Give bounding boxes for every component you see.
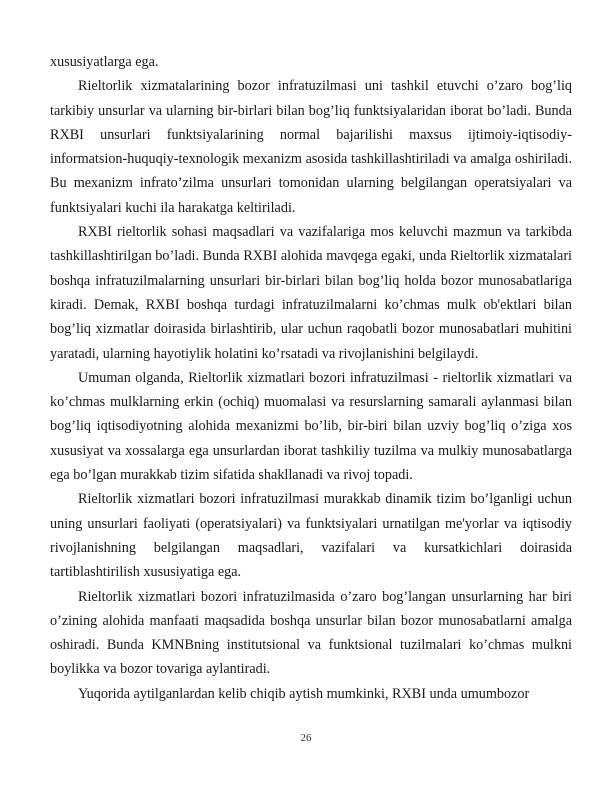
document-body bbox=[50, 50, 572, 706]
paragraph: Rieltorlik xizmatlari bozori infratuzilmasida o’zaro bog’langan unsurlarning har biri o’zining alohida manfaati maqsadida boshqa unsurlar bilan bozor munosabatlarni amalga oshiradi. Bunda KMNBning institutsional va funktsional tuzilmalari ko’chmas mulkni boylikka va bozor tovariga aylantiradi. bbox=[50, 588, 572, 678]
paragraph-continuation: xususiyatlarga ega. bbox=[50, 54, 159, 70]
paragraph: Rieltorlik xizmatlari bozori infratuzilmasi murakkab dinamik tizim bo’lganligi uchun uning unsurlari faoliyati (operatsiyalari) va funktsiyalari urnatilgan me'yorlar va iqtisodiy rivojlanishning belgilangan maqsadlari, vazifalari va kursatkichlari doirasida tartiblashtirilish xususiyatiga ega. bbox=[50, 491, 572, 581]
page-number: 26 bbox=[300, 732, 312, 744]
paragraph: Rieltorlik xizmatalarining bozor infratuzilmasi uni tashkil etuvchi o’zaro bog’liq tarkibiy unsurlar va ularning bir-birlari bilan bog’liq funktsiyalaridan iborat bo’ladi. Bunda RXBI unsurlari funktsiyalarining normal bajarilishi maxsus ijtimoiy-iqtisodiy-informatsion-huquqiy-texnologik mexanizm asosida tashkillashtiriladi va amalga oshiriladi. Bu mexanizm infrato’zilma unsurlari tomonidan ularning belgilangan operatsiyalari va funktsiyalari kuchi ila harakatga keltiriladi. bbox=[50, 78, 572, 216]
paragraph: Umuman olganda, Rieltorlik xizmatlari bozori infratuzilmasi - rieltorlik xizmatlari va ko’chmas mulklarning erkin (ochiq) muomalasi va resurslarning samarali aylanmasi bilan bog’liq iqtisodiyotning alohida mexanizmi bo’lib, bir-biri bilan uzviy bog’liq o’ziga xos xususiyat va xossalarga ega unsurlardan iborat tashkiliy tuzilma va mulkiy munosabatlarga ega bo’lgan murakkab tizim sifatida shakllanadi va rivoj topadi. bbox=[50, 369, 572, 484]
paragraph-last: Yuqorida aytilganlardan kelib chiqib aytish mumkinki, RXBI unda umumbozor bbox=[78, 685, 530, 702]
paragraph: RXBI rieltorlik sohasi maqsadlari va vazifalariga mos keluvchi mazmun va tarkibda tashkillashtirilgan bo’ladi. Bunda RXBI alohida mavqega egaki, unda Rieltorlik xizmatalari boshqa infratuzilmalarning unsurlari bir-birlari bilan bog’liq holda bozor munosabatlariga kiradi. Demak, RXBI boshqa turdagi infratuzilmalarni ko’chmas mulk ob'ektlari bilan bog’liq xizmatlar doirasida birlashtirib, ular uchun raqobatli bozor munosabatlari muhitini yaratadi, ularning hayotiylik holatini ko’rsatadi va rivojlanishini belgilaydi. bbox=[50, 224, 572, 362]
